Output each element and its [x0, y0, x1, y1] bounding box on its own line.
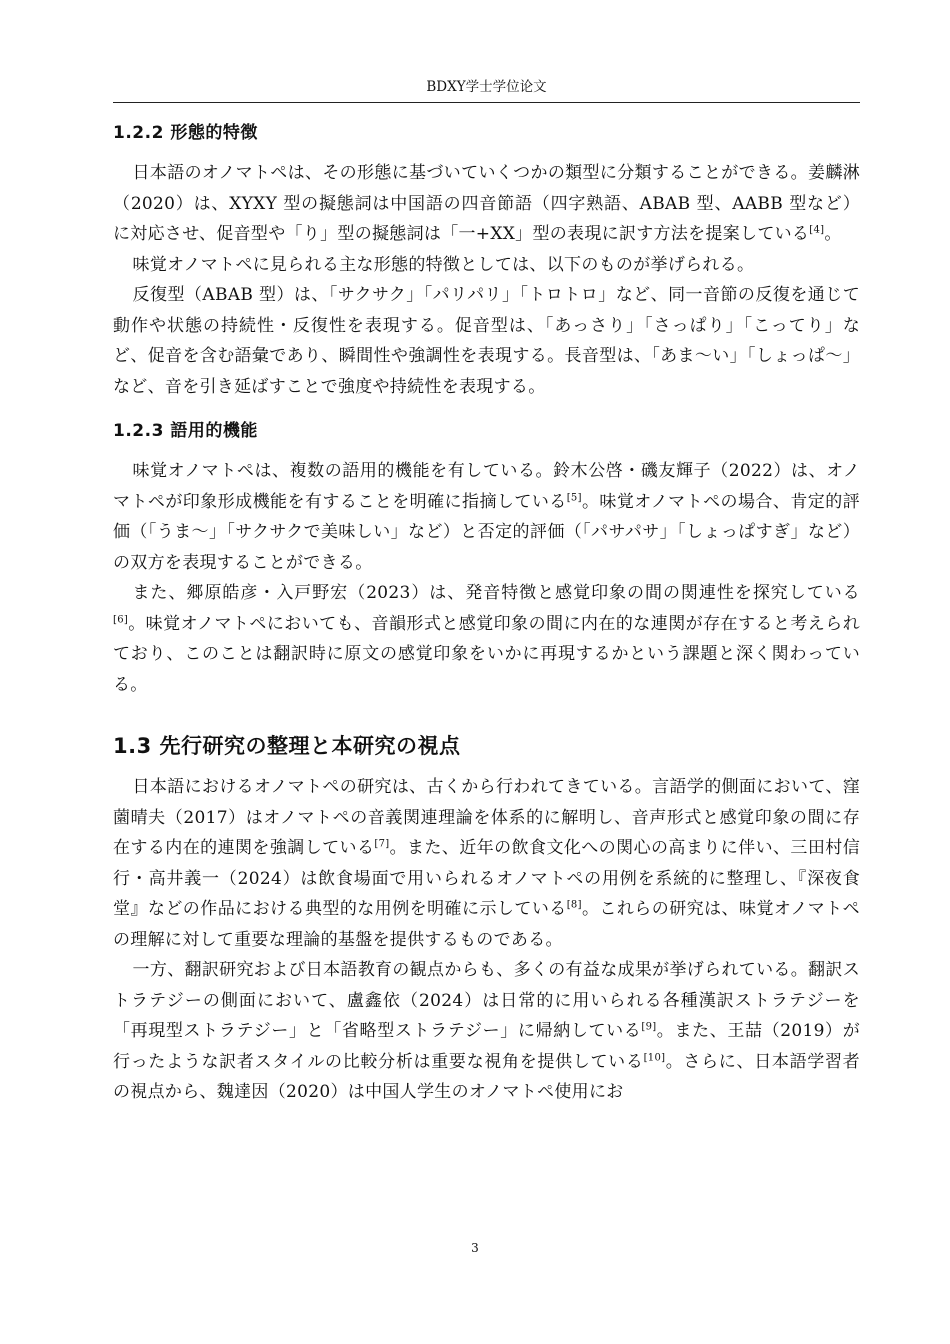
paragraph: 反復型（ABAB 型）は、「サクサク」「パリパリ」「トロトロ」など、同一音節の反復を通じて動作や状態の持続性・反復性を表現する。促音型は、「あっさり」「さっぱり」「こってり」など、促音を含む語彙であり、瞬間性や強調性を表現する。長音型は、「あま〜い」「しょっぱ〜」など、音を引き延ばすことで強度や持続性を表現する。 — [113, 285, 860, 397]
citation-ref: [5] — [566, 491, 582, 503]
citation-ref: [7] — [374, 838, 390, 850]
citation-ref: [10] — [643, 1051, 666, 1063]
citation-ref: [4] — [809, 224, 825, 236]
citation-ref: [6] — [113, 613, 129, 625]
section-heading-1-2-2: 1.2.2 形態的特徴 — [113, 123, 258, 143]
section-heading-1-2-3: 1.2.3 語用的機能 — [113, 421, 258, 441]
citation-ref: [8] — [566, 899, 582, 911]
paragraph: 日本語のオノマトペは、その形態に基づいていくつかの類型に分類することができる。姜麟淋（2020）は、XYXY 型の擬態詞は中国語の四音節語（四字熟語、ABAB 型、AABB 型など）に対応させ、促音型や「り」型の擬態詞は「一+XX」型の表現に訳す方法を提案している[4]。 — [113, 163, 860, 244]
paragraph: 味覚オノマトペに見られる主な形態的特徴としては、以下のものが挙げられる。 — [132, 254, 755, 275]
header-title: BDXY学士学位论文 — [426, 79, 547, 95]
paragraph: 日本語におけるオノマトペの研究は、古くから行われてきている。言語学的側面において、窪薗晴夫（2017）はオノマトペの音義関連理論を体系的に解明し、音声形式と感覚印象の間に存在する内在的連関を強調している[7]。また、近年の飲食文化への関心の高まりに伴い、三田村信行・高井義一（2024）は飲食場面で用いられるオノマトペの用例を系統的に整理し、『深夜食堂』などの作品における典型的な用例を明確に示している[8]。これらの研究は、味覚オノマトペの理解に対して重要な理論的基盤を提供するものである。 — [113, 777, 860, 950]
paragraph: また、郷原皓彦・入戸野宏（2023）は、発音特徴と感覚印象の間の関連性を探究している[6]。味覚オノマトペにおいても、音韻形式と感覚印象の間に内在的な連関が存在すると考えられており、このことは翻訳時に原文の感覚印象をいかに再現するかという課題と深く関わっている。 — [113, 583, 860, 695]
paragraph: 味覚オノマトペは、複数の語用的機能を有している。鈴木公啓・磯友輝子（2022）は、オノマトペが印象形成機能を有することを明確に指摘している[5]。味覚オノマトペの場合、肯定的評価（「うま〜」「サクサクで美味しい」など）と否定的評価（「パサパサ」「しょっぱすぎ」など）の双方を表現することができる。 — [113, 461, 860, 573]
paragraph: 一方、翻訳研究および日本語教育の観点からも、多くの有益な成果が挙げられている。翻訳ストラテジーの側面において、盧鑫依（2024）は日常的に用いられる各種漢訳ストラテジーを「再現型ストラテジー」と「省略型ストラテジー」に帰納している[9]。また、王喆（2019）が行ったような訳者スタイルの比較分析は重要な視角を提供している[10]。さらに、日本語学習者の視点から、魏達因（2020）は中国人学生のオノマトペ使用にお — [113, 960, 860, 1102]
page-body — [113, 118, 860, 1108]
page-number: 3 — [471, 1241, 479, 1255]
running-header — [113, 78, 860, 103]
citation-ref: [9] — [641, 1021, 657, 1033]
section-heading-1-3: 1.3 先行研究の整理と本研究の視点 — [113, 734, 461, 758]
